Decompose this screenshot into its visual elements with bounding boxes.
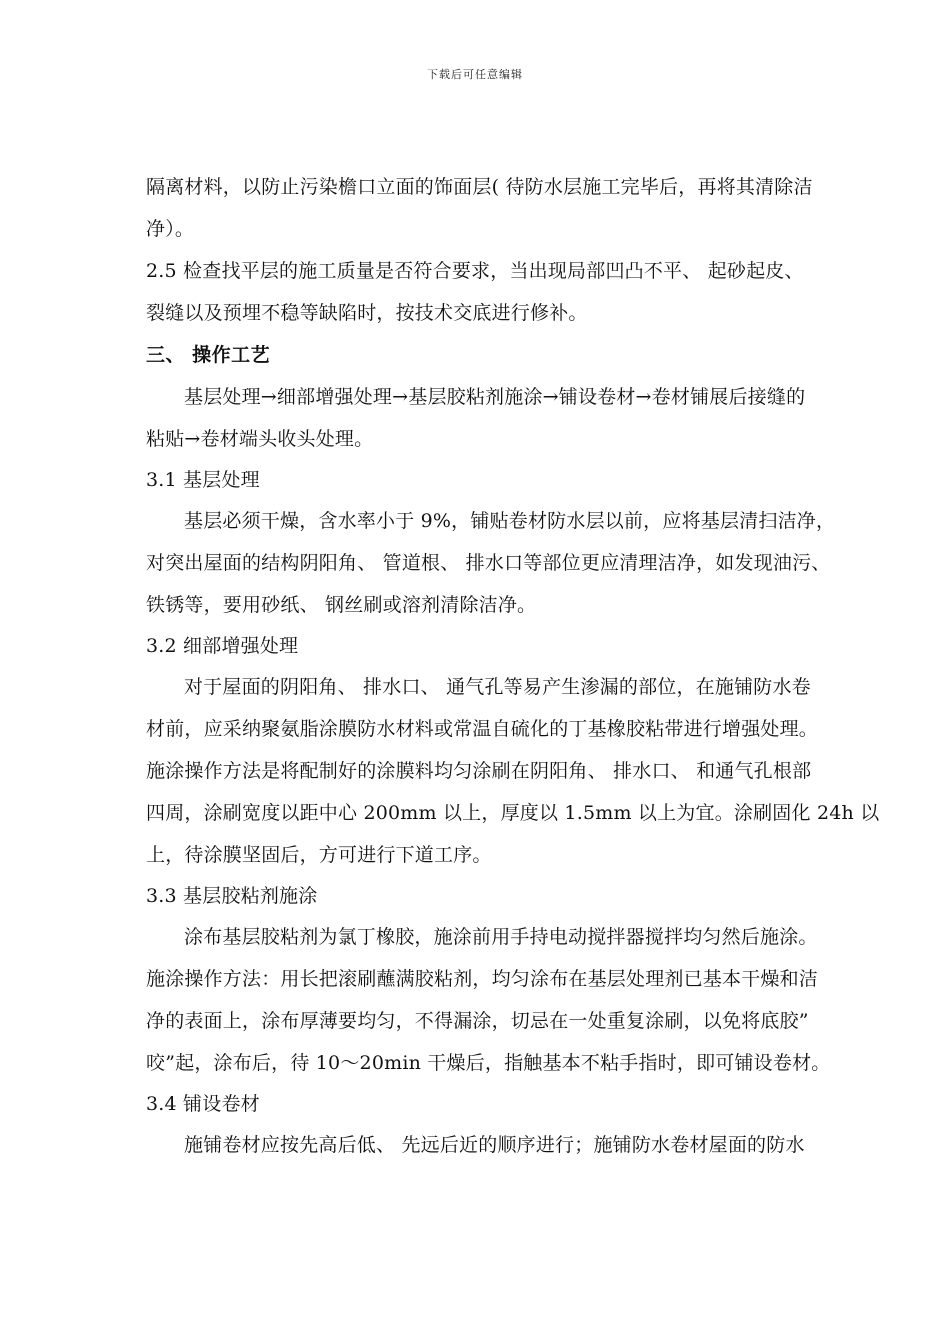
- paragraph-line: 施涂操作方法：用长把滚刷蘸满胶粘剂，均匀涂布在基层处理剂已基本干燥和洁: [146, 968, 819, 990]
- paragraph-line: 基层处理→细部增强处理→基层胶粘剂施涂→铺设卷材→卷材铺展后接缝的: [184, 386, 806, 408]
- paragraph-line: 净）。: [146, 218, 195, 240]
- paragraph-line: 粘贴→卷材端头收头处理。: [146, 428, 374, 450]
- section-heading: 三、 操作工艺: [146, 344, 271, 366]
- subsection-heading: 3.4 铺设卷材: [146, 1093, 260, 1115]
- subsection-heading: 3.2 细部增强处理: [146, 635, 299, 657]
- paragraph-line: 施涂操作方法是将配制好的涂膜料均匀涂刷在阴阳角、 排水口、 和通气孔根部: [146, 760, 812, 782]
- subsection-heading: 3.3 基层胶粘剂施涂: [146, 885, 318, 907]
- paragraph-line: 材前，应采纳聚氨脂涂膜防水材料或常温自硫化的丁基橡胶粘带进行增强处理。: [146, 718, 819, 740]
- paragraph-line: 对突出屋面的结构阴阳角、 管道根、 排水口等部位更应清理洁净，如发现油污、: [146, 552, 831, 574]
- paragraph-line: 裂缝以及预埋不稳等缺陷时，按技术交底进行修补。: [146, 302, 588, 324]
- page-header: 下载后可任意编辑: [427, 68, 523, 81]
- subsection-heading: 3.1 基层处理: [146, 469, 260, 491]
- paragraph-line: 净的表面上，涂布厚薄要均匀，不得漏涂，切忌在一处重复涂刷，以免将底胶”: [146, 1010, 809, 1032]
- paragraph-line: 咬”起，涂布后，待 10～20min 干燥后，指触基本不粘手指时，即可铺设卷材。: [146, 1052, 831, 1074]
- paragraph-line: 对于屋面的阴阳角、 排水口、 通气孔等易产生渗漏的部位，在施铺防水卷: [184, 676, 811, 698]
- paragraph-line: 四周，涂刷宽度以距中心 200mm 以上，厚度以 1.5mm 以上为宜。涂刷固化 24h 以: [146, 802, 880, 824]
- paragraph-line: 基层必须干燥，含水率小于 9%，铺贴卷材防水层以前，应将基层清扫洁净，: [184, 510, 836, 532]
- paragraph-line: 2.5 检查找平层的施工质量是否符合要求，当出现局部凹凸不平、 起砂起皮、: [146, 260, 804, 282]
- paragraph-line: 隔离材料，以防止污染檐口立面的饰面层( 待防水层施工完毕后，再将其清除洁: [146, 176, 813, 198]
- paragraph-line: 铁锈等，要用砂纸、 钢丝刷或溶剂清除洁净。: [146, 594, 537, 616]
- paragraph-line: 涂布基层胶粘剂为氯丁橡胶，施涂前用手持电动搅拌器搅拌均匀然后施涂。: [184, 926, 818, 948]
- paragraph-line: 施铺卷材应按先高后低、 先远后近的顺序进行；施铺防水卷材屋面的防水: [184, 1134, 805, 1156]
- paragraph-line: 上，待涂膜坚固后，方可进行下道工序。: [146, 844, 492, 866]
- document-body: [146, 166, 880, 1166]
